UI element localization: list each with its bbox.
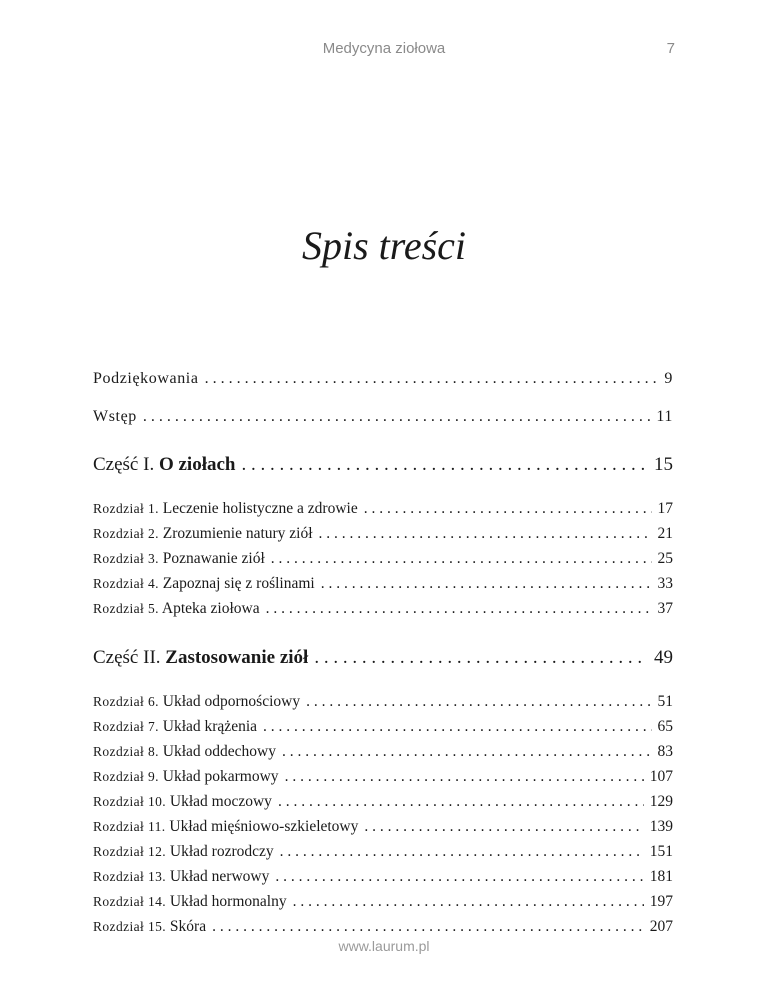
chapter-title: Układ mięśniowo-szkieletowy [169, 818, 359, 835]
toc-chapter-label [93, 843, 274, 861]
toc-chapter-label [93, 600, 260, 618]
toc-chapter-9[interactable] [93, 768, 673, 793]
toc-part-label [93, 454, 235, 476]
chapter-prefix: Rozdział 5. [93, 601, 159, 616]
toc-part-2[interactable] [93, 647, 673, 677]
part-name: O ziołach [158, 454, 236, 475]
chapter-prefix: Rozdział 15. [93, 919, 167, 934]
toc-entry-page: 11 [656, 408, 673, 425]
chapter-prefix: Rozdział 12. [93, 844, 167, 859]
toc-chapter-page: 21 [657, 525, 673, 542]
dot-leader [143, 408, 651, 426]
toc-entry-acknowledgements[interactable] [93, 370, 673, 394]
part-prefix: Część II. [93, 647, 161, 668]
toc-chapter-page: 207 [649, 918, 673, 935]
chapter-title: Leczenie holistyczne a zdrowie [162, 500, 358, 517]
running-header [0, 40, 768, 60]
part-name: Zastosowanie ziół [165, 647, 309, 668]
chapter-title: Zrozumienie natury ziół [162, 525, 313, 542]
toc-part-page: 15 [654, 454, 673, 475]
toc-chapter-page: 83 [657, 743, 673, 760]
chapter-prefix: Rozdział 13. [93, 869, 167, 884]
toc-chapter-page: 107 [649, 768, 673, 785]
chapter-title: Układ odpornościowy [162, 693, 301, 710]
toc-chapter-12[interactable] [93, 843, 673, 868]
toc-title: Spis treści [301, 223, 467, 268]
toc-chapter-label [93, 743, 276, 761]
running-title: Medycyna ziołowa [322, 40, 446, 57]
chapter-title: Zapoznaj się z roślinami [162, 575, 315, 592]
chapter-title: Układ moczowy [169, 793, 272, 810]
chapter-prefix: Rozdział 6. [93, 694, 159, 709]
toc-chapter-page: 25 [657, 550, 673, 567]
dot-leader [364, 500, 652, 518]
chapter-title: Układ krążenia [162, 718, 258, 735]
chapter-prefix: Rozdział 9. [93, 769, 159, 784]
toc-chapter-13[interactable] [93, 868, 673, 893]
chapter-prefix: Rozdział 2. [93, 526, 159, 541]
toc-chapter-label [93, 818, 358, 836]
chapter-prefix: Rozdział 8. [93, 744, 159, 759]
chapter-prefix: Rozdział 4. [93, 576, 159, 591]
chapter-prefix: Rozdział 7. [93, 719, 159, 734]
chapter-prefix: Rozdział 10. [93, 794, 167, 809]
toc-chapter-2[interactable] [93, 525, 673, 550]
dot-leader [285, 768, 644, 786]
toc-entry-label: Podziękowania [93, 370, 199, 387]
table-of-contents [93, 370, 673, 943]
dot-leader [205, 370, 659, 388]
dot-leader [282, 743, 652, 761]
toc-chapter-label [93, 693, 300, 711]
toc-chapter-page: 65 [657, 718, 673, 735]
toc-chapter-6[interactable] [93, 693, 673, 718]
toc-part-1[interactable] [93, 454, 673, 484]
toc-chapter-page: 197 [649, 893, 673, 910]
toc-entry-introduction[interactable] [93, 408, 673, 432]
dot-leader [263, 718, 651, 736]
dot-leader [306, 693, 651, 711]
toc-chapter-page: 129 [649, 793, 673, 810]
chapter-title: Poznawanie ziół [162, 550, 265, 567]
toc-chapter-label [93, 868, 269, 886]
toc-chapter-8[interactable] [93, 743, 673, 768]
toc-chapter-1[interactable] [93, 500, 673, 525]
toc-chapter-label [93, 525, 313, 543]
chapter-title: Układ pokarmowy [162, 768, 279, 785]
chapter-title: Układ nerwowy [169, 868, 270, 885]
toc-chapter-4[interactable] [93, 575, 673, 600]
page-number: 7 [666, 40, 675, 57]
dot-leader [266, 600, 652, 618]
dot-leader [293, 893, 644, 911]
chapter-title: Skóra [169, 918, 207, 935]
chapter-prefix: Rozdział 1. [93, 501, 159, 516]
dot-leader [212, 918, 644, 936]
toc-part-page: 49 [654, 647, 673, 668]
dot-leader [241, 454, 648, 476]
toc-chapter-3[interactable] [93, 550, 673, 575]
chapter-prefix: Rozdział 3. [93, 551, 159, 566]
chapter-title: Układ oddechowy [162, 743, 276, 760]
toc-chapter-page: 17 [657, 500, 673, 517]
dot-leader [319, 525, 652, 543]
toc-chapter-label [93, 793, 272, 811]
toc-chapter-14[interactable] [93, 893, 673, 918]
chapter-title: Układ hormonalny [169, 893, 287, 910]
toc-chapter-page: 33 [657, 575, 673, 592]
toc-chapter-label [93, 500, 358, 518]
chapter-title: Apteka ziołowa [161, 600, 260, 617]
chapter-title: Układ rozrodczy [169, 843, 274, 860]
chapter-prefix: Rozdział 11. [93, 819, 166, 834]
toc-chapter-label [93, 550, 265, 568]
toc-chapter-7[interactable] [93, 718, 673, 743]
toc-chapter-page: 51 [657, 693, 673, 710]
chapter-prefix: Rozdział 14. [93, 894, 167, 909]
dot-leader [275, 868, 643, 886]
dot-leader [321, 575, 652, 593]
toc-chapter-page: 151 [649, 843, 673, 860]
toc-chapter-page: 37 [657, 600, 673, 617]
dot-leader [314, 647, 648, 669]
toc-chapter-label [93, 768, 279, 786]
toc-chapter-label [93, 893, 287, 911]
toc-chapter-label [93, 718, 257, 736]
dot-leader [364, 818, 643, 836]
toc-chapter-11[interactable] [93, 818, 673, 843]
toc-chapter-page: 181 [649, 868, 673, 885]
toc-entry-page: 9 [664, 370, 673, 387]
toc-chapter-label [93, 575, 315, 593]
dot-leader [271, 550, 652, 568]
toc-chapter-label [93, 918, 206, 936]
dot-leader [280, 843, 644, 861]
toc-part-label [93, 647, 308, 669]
footer-url: www.laurum.pl [338, 938, 430, 954]
toc-chapter-page: 139 [649, 818, 673, 835]
dot-leader [278, 793, 644, 811]
toc-chapter-10[interactable] [93, 793, 673, 818]
part-prefix: Część I. [93, 454, 155, 475]
toc-entry-label: Wstęp [93, 408, 137, 425]
toc-chapter-5[interactable] [93, 600, 673, 625]
